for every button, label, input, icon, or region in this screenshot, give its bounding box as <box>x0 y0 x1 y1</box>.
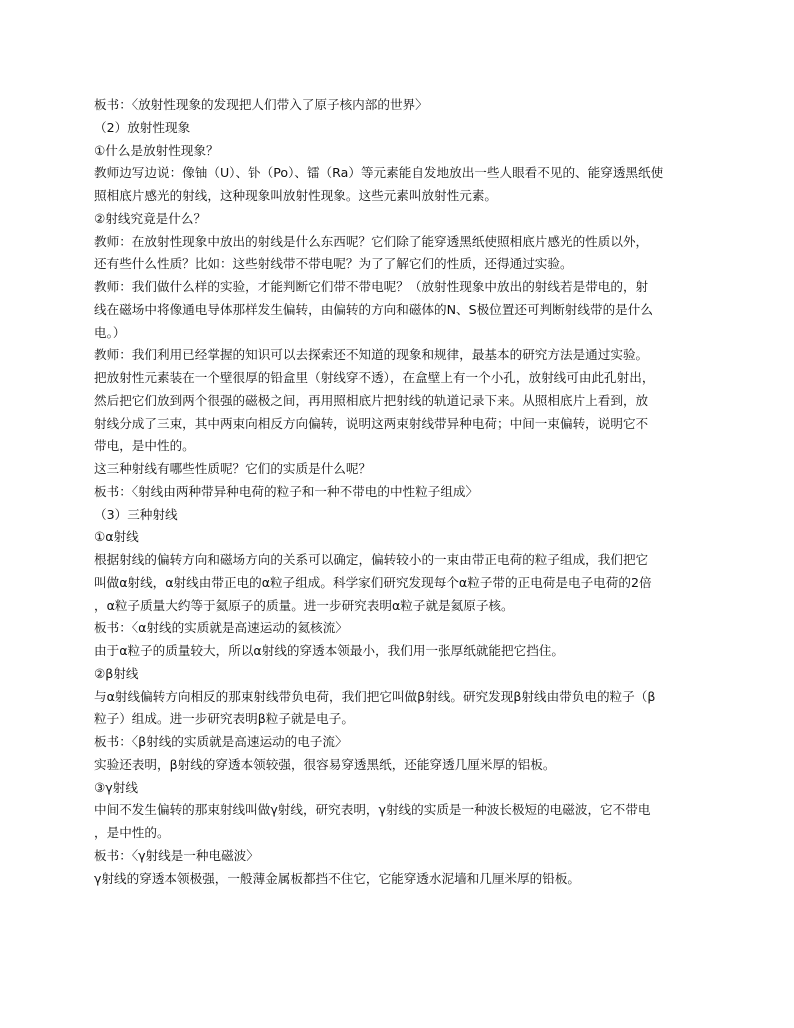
paragraph-line: 叫做α射线，α射线由带正电的α粒子组成。科学家们研究发现每个α粒子带的正电荷是电子电荷的2倍 <box>94 574 652 590</box>
subsection-heading: ②β射线 <box>94 665 139 681</box>
document-page <box>94 94 706 890</box>
paragraph-line: 教师：我们利用已经掌握的知识可以去探索还不知道的现象和规律，最基本的研究方法是通过实验。 <box>94 347 649 363</box>
subsection-heading: ①α射线 <box>94 529 139 545</box>
paragraph-line: 把放射性元素装在一个壁很厚的铅盒里（射线穿不透），在盒壁上有一个小孔，放射线可由此孔射出， <box>94 370 655 385</box>
paragraph-line: 然后把它们放到两个很强的磁极之间，再用照相底片把射线的轨道记录下来。从照相底片上看到，放 <box>94 392 649 408</box>
paragraph-line: γ射线的穿透本领极强，一般薄金属板都挡不住它，它能穿透水泥墙和几厘米厚的铅板。 <box>94 870 581 886</box>
paragraph-line: 教师：在放射性现象中放出的射线是什么东西呢？它们除了能穿透黑纸使照相底片感光的性质以外， <box>94 233 649 249</box>
paragraph-line: ，α粒子质量大约等于氦原子的质量。进一步研究表明α粒子就是氦原子核。 <box>94 597 514 613</box>
paragraph-line: 教师：我们做什么样的实验，才能判断它们带不带电呢？（放射性现象中放出的射线若是带电的，射 <box>94 279 649 294</box>
subsection-heading: ②射线究竟是什么？ <box>94 210 207 226</box>
paragraph-line: 照相底片感光的射线，这种现象叫放射性现象。这些元素叫放射性元素。 <box>94 188 497 203</box>
text-line-board-note: 板书：〈射线由两种带异种电荷的粒子和一种不带电的中性粒子组成〉 <box>94 483 479 499</box>
paragraph-line: 与α射线偏转方向相反的那束射线带负电荷，我们把它叫做β射线。研究发现β射线由带负电的粒子（β <box>94 688 656 704</box>
text-line-board-note: 板书：〈α射线的实质就是高速运动的氦核流〉 <box>94 620 348 636</box>
paragraph-line: 根据射线的偏转方向和磁场方向的关系可以确定，偏转较小的一束由带正电荷的粒子组成，我们把它 <box>94 552 649 567</box>
text-line-board-note: 板书：〈γ射线是一种电磁波〉 <box>94 847 259 863</box>
paragraph-line: 中间不发生偏转的那束射线叫做γ射线，研究表明，γ射线的实质是一种波长极短的电磁波，它不带电 <box>94 802 651 818</box>
section-heading: （3）三种射线 <box>94 506 178 522</box>
paragraph-line: 粒子）组成。进一步研究表明β粒子就是电子。 <box>94 711 354 727</box>
paragraph-line: 实验还表明，β射线的穿透本领较强，很容易穿透黑纸，还能穿透几厘米厚的铝板。 <box>94 756 556 772</box>
paragraph-line: 教师边写边说：像铀（U）、钋（Po）、镭（Ra）等元素能自发地放出一些人眼看不见的、能穿透黑纸使 <box>94 165 664 181</box>
paragraph-line: 射线分成了三束，其中两束向相反方向偏转，说明这两束射线带异种电荷；中间一束偏转，说明它不 <box>94 415 649 431</box>
paragraph-line: 这三种射线有哪些性质呢？它们的实质是什么呢？ <box>94 461 372 476</box>
subsection-heading: ③γ射线 <box>94 779 138 795</box>
text-line-board-note: 板书：〈放射性现象的发现把人们带入了原子核内部的世界〉 <box>94 97 428 112</box>
text-line-board-note: 板书：〈β射线的实质就是高速运动的电子流〉 <box>94 734 348 749</box>
paragraph-line: 还有些什么性质？比如：这些射线带不带电呢？为了了解它们的性质，还得通过实验。 <box>94 256 573 272</box>
paragraph-line: 电。） <box>94 324 126 340</box>
paragraph-line: 线在磁场中将像通电导体那样发生偏转，由偏转的方向和磁体的N、S极位置还可判断射线带的是什么 <box>94 301 653 317</box>
subsection-heading: ①什么是放射性现象？ <box>94 142 219 158</box>
paragraph-line: ，是中性的。 <box>94 825 170 840</box>
paragraph-line: 由于α粒子的质量较大，所以α射线的穿透本领最小，我们用一张厚纸就能把它挡住。 <box>94 643 564 658</box>
paragraph-line: 带电，是中性的。 <box>94 438 195 454</box>
section-heading: （2）放射性现象 <box>94 119 191 135</box>
